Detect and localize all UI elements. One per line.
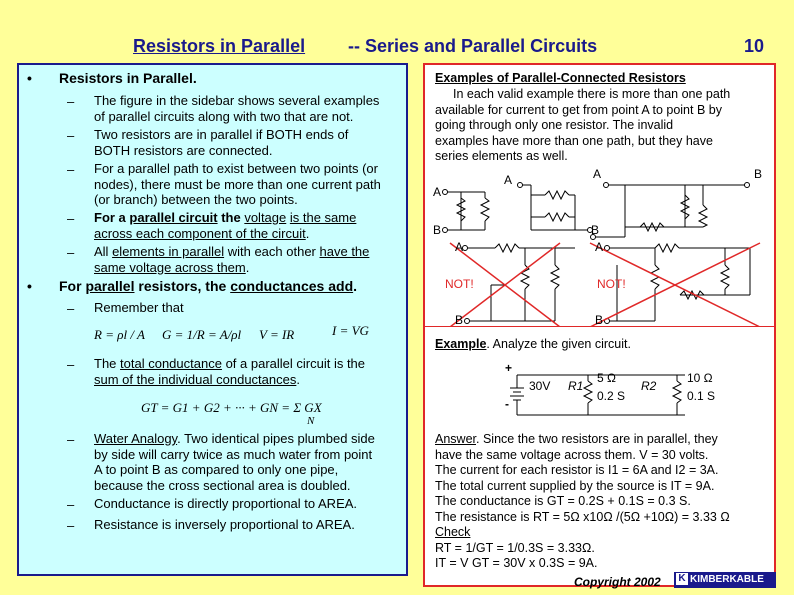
item-parallel-path: For a parallel path to exist between two points (or nodes), there must be more than one current path (or branch) between the two points. bbox=[94, 161, 381, 207]
node-a-label: A bbox=[593, 167, 602, 181]
equation-resistance: R = ρl / A bbox=[94, 327, 145, 342]
r2-conductance: 0.1 S bbox=[687, 389, 716, 403]
equation-conductance: G = 1/R = A/ρl bbox=[162, 327, 242, 342]
logo-icon: K bbox=[676, 573, 688, 585]
example-heading: Example. Analyze the given circuit. bbox=[435, 337, 631, 351]
item-voltage-same: For a parallel circuit the voltage is the same across each component of the circuit. bbox=[94, 210, 357, 241]
examples-heading: Examples of Parallel-Connected Resistors bbox=[435, 71, 686, 85]
item-figure: The figure in the sidebar shows several examples of parallel circuits along with two that are not. bbox=[94, 93, 380, 124]
node-a-label: A bbox=[433, 185, 442, 199]
copyright: Copyright 2002 bbox=[574, 575, 661, 589]
dash: – bbox=[67, 497, 75, 512]
title-main: Resistors in Parallel bbox=[133, 36, 306, 56]
source-plus: + bbox=[505, 361, 513, 375]
dash: – bbox=[67, 432, 75, 447]
dash: – bbox=[67, 94, 75, 109]
equation-ohms-law: V = IR bbox=[259, 327, 295, 342]
item-water-analogy: Water Analogy. Two identical pipes plumbed side by side will carry twice as much water from point A to point B as compared to only one pipe, because the cross sectional area is doubled. bbox=[94, 431, 375, 493]
bullet-conductances: For parallel resistors, the conductances add. bbox=[59, 278, 358, 294]
node-b-label: B bbox=[433, 223, 442, 237]
item-resistance-area: Resistance is inversely proportional to AREA. bbox=[94, 517, 355, 532]
answer-text: Answer. Since the two resistors are in parallel, they have the same voltage across them. V = 30 volts. The current for each resistor is I1 = 6A and I2 = 3A. The total current supplied by the source is IT = 9A. The conductance is GT = 0.2S + 0.1S = 0.3 S. The resistance is RT = 5Ω x10Ω /(5Ω +10Ω) = 3.33 Ω Check RT = 1/GT = 1/0.3S = 3.33Ω. IT = V GT = 30V x 0.3S = 9A. bbox=[435, 432, 730, 570]
not-label: NOT! bbox=[597, 277, 626, 291]
equation-total-conductance: GT = G1 + G2 + ··· + GN = Σ GX bbox=[141, 400, 322, 415]
dash: – bbox=[67, 211, 75, 226]
right-panel bbox=[423, 63, 776, 587]
r2-label: R2 bbox=[641, 379, 657, 393]
r1-label: R1 bbox=[568, 379, 584, 393]
left-panel bbox=[17, 63, 408, 576]
dash: – bbox=[67, 518, 75, 533]
item-total-conductance: The total conductance of a parallel circuit is the sum of the individual conductances. bbox=[94, 356, 366, 387]
bullet-dot: • bbox=[27, 70, 32, 86]
r1-value: 5 Ω bbox=[597, 371, 616, 385]
node-a-label: A bbox=[595, 240, 604, 254]
examples-description: In each valid example there is more than one path available for current to get from point A to point B by going through only one resistor. The invalid examples have more than one path, but they have series elements as well. bbox=[435, 87, 731, 163]
item-both-ends: Two resistors are in parallel if BOTH ends of BOTH resistors are connected. bbox=[94, 127, 349, 158]
equation-current: I = VG bbox=[332, 323, 369, 338]
r1-conductance: 0.2 S bbox=[597, 389, 626, 403]
dash: – bbox=[67, 245, 75, 260]
r2-value: 10 Ω bbox=[687, 371, 713, 385]
dash: – bbox=[67, 128, 75, 143]
source-voltage: 30V bbox=[529, 379, 551, 393]
page-number: 10 bbox=[744, 36, 765, 56]
bullet-dot: • bbox=[27, 278, 32, 294]
item-elements-parallel: All elements in parallel with each other have the same voltage across them. bbox=[94, 244, 370, 275]
source-minus: - bbox=[505, 397, 509, 411]
dash: – bbox=[67, 162, 75, 177]
dash: – bbox=[67, 357, 75, 372]
equation-sum-index: N bbox=[307, 415, 315, 427]
not-label: NOT! bbox=[445, 277, 474, 291]
kimberkable-logo: K KIMBERKABLE bbox=[674, 572, 776, 588]
bullet-resistors-parallel: Resistors in Parallel. bbox=[59, 70, 197, 86]
node-b-label: B bbox=[595, 313, 604, 327]
title-rest: -- Series and Parallel Circuits bbox=[348, 36, 598, 56]
node-a-label: A bbox=[455, 240, 464, 254]
item-remember: Remember that bbox=[94, 300, 184, 315]
node-b-label: B bbox=[591, 223, 600, 237]
node-a-label: A bbox=[504, 173, 513, 187]
node-b-label: B bbox=[455, 313, 464, 327]
dash: – bbox=[67, 301, 75, 316]
item-conductance-area: Conductance is directly proportional to AREA. bbox=[94, 496, 358, 511]
node-b-label: B bbox=[754, 167, 763, 181]
